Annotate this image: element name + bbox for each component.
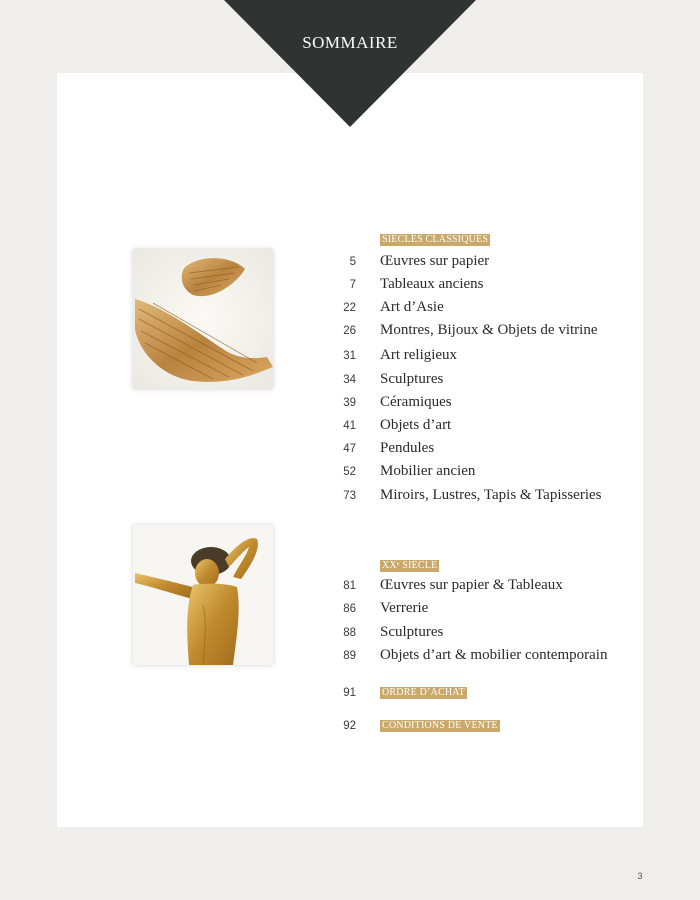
toc-entry[interactable] [320,299,640,319]
toc-page-number: 7 [349,279,356,291]
toc-title: Sculptures [380,371,444,387]
toc-page-number: 86 [343,603,356,615]
toc-page-number: 47 [343,443,356,455]
section-heading-conditions-de-vente: CONDITIONS DE VENTE [382,720,498,731]
gold-leaf-brooch-icon [133,249,273,389]
gilt-bronze-figure-icon [133,525,273,665]
toc-entry[interactable] [320,371,640,391]
toc-title: Montres, Bijoux & Objets de vitrine [380,322,598,338]
page-number: 3 [637,871,643,881]
toc-page-number: 26 [343,325,356,337]
toc-entry[interactable] [320,577,640,597]
toc-title: Œuvres sur papier & Tableaux [380,577,563,593]
sommaire-banner [224,0,476,127]
section-heading-ordre-d-achat: ORDRE D’ACHAT [382,687,465,698]
toc-page-number: 31 [343,350,356,362]
toc-page-number: 39 [343,397,356,409]
toc-title: Miroirs, Lustres, Tapis & Tapisseries [380,487,602,503]
section-heading-siecles-classiques: SIÈCLES CLASSIQUES [382,234,489,245]
toc-entry[interactable] [320,276,640,296]
toc-entry[interactable] [320,347,640,367]
toc-entry[interactable] [320,253,640,273]
toc-page-number: 52 [343,466,356,478]
toc-entry[interactable] [320,624,640,644]
toc-title: Art d’Asie [380,299,444,315]
toc-entry[interactable] [320,487,640,507]
toc-title: Mobilier ancien [380,463,476,479]
toc-entry[interactable] [320,463,640,483]
toc-title: Art religieux [380,347,458,363]
toc-page-number: 89 [343,650,356,662]
toc-entry[interactable] [320,600,640,620]
toc-page-number: 91 [343,687,356,699]
section-heading-xxe-siecle: XXᵉ SIÈCLE [382,560,438,571]
banner-triangle [224,0,476,127]
gold-leaf-brooch-photo [133,249,273,389]
toc-title: Sculptures [380,624,444,640]
toc-title: Objets d’art [380,417,452,433]
toc-entry[interactable] [320,440,640,460]
toc-title: Pendules [380,440,435,456]
page-title: SOMMAIRE [302,33,398,52]
toc-entry[interactable] [320,647,640,667]
toc-page-number: 92 [343,720,356,732]
toc-entry[interactable] [320,322,640,342]
toc-entry[interactable] [320,394,640,414]
toc-page-number: 73 [343,490,356,502]
toc-title: Tableaux anciens [380,276,484,292]
toc-title: Objets d’art & mobilier contemporain [380,647,608,663]
toc-title: Œuvres sur papier [380,253,490,269]
toc-page-number: 81 [343,580,356,592]
toc-page-number: 22 [343,302,356,314]
toc-page-number: 41 [343,420,356,432]
toc-title: Verrerie [380,600,429,616]
toc-page-number: 34 [343,374,356,386]
toc-page-number: 5 [349,256,356,268]
gilt-bronze-figure-photo [133,525,273,665]
toc-entry[interactable] [320,417,640,437]
toc-page-number: 88 [343,627,356,639]
toc-entry-ordre-d-achat[interactable] [320,684,640,704]
toc-title: Céramiques [380,394,452,410]
